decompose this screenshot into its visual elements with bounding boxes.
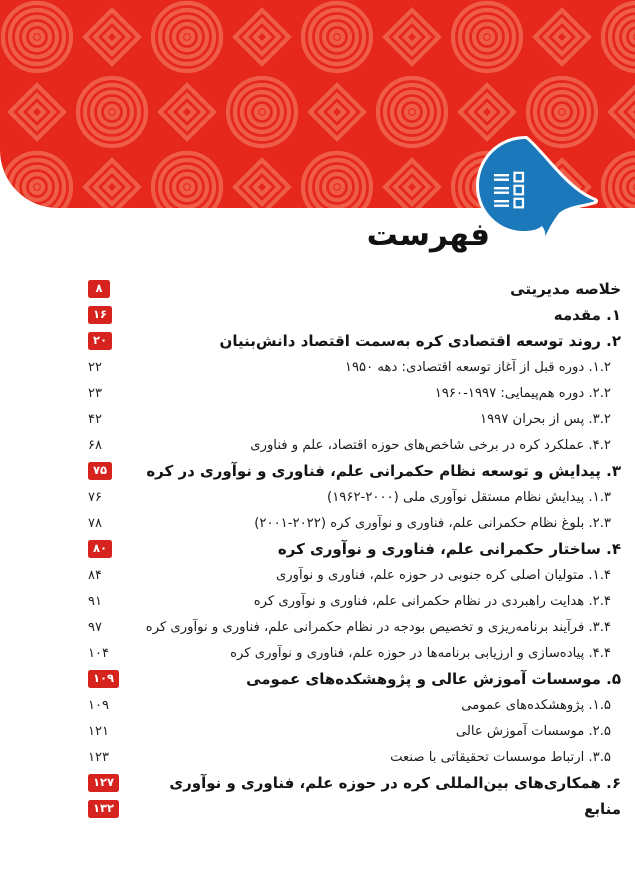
toc-row (0, 380, 635, 406)
toc-page-number: ۶۸ (88, 437, 102, 453)
toc-item-title: ۱.۲. دوره قبل از آغاز توسعه اقتصادی: دهه ۱۹۵۰ (344, 359, 611, 375)
toc-item-title: ۴.۴. پیاده‌سازی و ارزیابی برنامه‌ها در حوزه علم، فناوری و نوآوری کره (230, 645, 611, 661)
toc-row (0, 406, 635, 432)
toc-item-title: ۳.۴. فرآیند برنامه‌ریزی و تخصیص بودجه در نظام حکمرانی علم، فناوری و نوآوری کره (145, 619, 611, 635)
toc-page-number: ۱۲۳ (88, 749, 109, 765)
toc-page-number: ۱۳۲ (88, 800, 119, 818)
toc-row (0, 588, 635, 614)
toc-row (0, 354, 635, 380)
toc-row (0, 536, 635, 562)
publisher-logo (472, 136, 602, 238)
toc-item-title: ۴. ساختار حکمرانی علم، فناوری و نوآوری کره (277, 540, 621, 558)
toc-item-title: ۲.۳. بلوغ نظام حکمرانی علم، فناوری و نوآوری کره (۲۰۲۲-۲۰۰۱) (254, 515, 611, 531)
toc-row (0, 510, 635, 536)
toc-item-title: ۳. پیدایش و توسعه نظام حکمرانی علم، فناوری و نوآوری در کره (146, 462, 621, 480)
toc-row (0, 640, 635, 666)
toc-page-number: ۸ (88, 280, 110, 298)
toc-row (0, 796, 635, 822)
toc-item-title: ۲.۴. هدایت راهبردی در نظام حکمرانی علم، فناوری و نوآوری کره (253, 593, 611, 609)
toc-page-number: ۲۳ (88, 385, 102, 401)
toc-item-title: ۲.۲. دوره هم‌پیمایی: ۱۹۹۷-۱۹۶۰ (434, 385, 611, 401)
page-title: فهرست (366, 217, 490, 253)
toc-item-title: ۵. موسسات آموزش عالی و پژوهشکده‌های عمومی (246, 670, 621, 688)
toc-page-number: ۹۱ (88, 593, 102, 609)
toc-page-number: ۸۰ (88, 540, 112, 558)
toc-page-number: ۲۲ (88, 359, 102, 375)
toc-row (0, 666, 635, 692)
toc-item-title: منابع (584, 800, 621, 818)
toc-row (0, 276, 635, 302)
toc-row (0, 744, 635, 770)
toc-page-number: ۲۰ (88, 332, 112, 350)
toc-item-title: ۲. روند توسعه اقتصادی کره به‌سمت اقتصاد دانش‌بنیان (219, 332, 621, 350)
toc-row (0, 692, 635, 718)
toc-item-title: ۳.۵. ارتباط موسسات تحقیقاتی با صنعت (390, 749, 611, 765)
toc-row (0, 614, 635, 640)
toc-item-title: ۲.۵. موسسات آموزش عالی (455, 723, 611, 739)
toc-page-number: ۱۰۹ (88, 670, 119, 688)
toc-row (0, 458, 635, 484)
toc-item-title: ۱.۳. پیدایش نظام مستقل نوآوری ملی (۲۰۰۰-۱۹۶۲) (327, 489, 611, 505)
toc-page-number: ۱۶ (88, 306, 112, 324)
toc-item-title: ۱.۴. متولیان اصلی کره جنوبی در حوزه علم، فناوری و نوآوری (275, 567, 611, 583)
toc-row (0, 718, 635, 744)
toc-row (0, 562, 635, 588)
toc-row (0, 432, 635, 458)
toc-page-number: ۱۰۴ (88, 645, 109, 661)
toc-item-title: ۴.۲. عملکرد کره در برخی شاخص‌های حوزه اقتصاد، علم و فناوری (250, 437, 611, 453)
toc-item-title: ۳.۲. پس از بحران ۱۹۹۷ (480, 411, 611, 427)
toc-row (0, 770, 635, 796)
toc-page-number: ۹۷ (88, 619, 102, 635)
toc-page-number: ۷۶ (88, 489, 102, 505)
toc-page-number: ۱۰۹ (88, 697, 109, 713)
toc-item-title: ۱. مقدمه (553, 306, 621, 324)
toc-item-title: خلاصه مدیریتی (510, 280, 621, 298)
toc-page-number: ۷۵ (88, 462, 112, 480)
toc-page-number: ۴۲ (88, 411, 102, 427)
toc-page-number: ۱۲۷ (88, 774, 119, 792)
toc-row (0, 484, 635, 510)
toc-page-number: ۷۸ (88, 515, 102, 531)
toc-row (0, 328, 635, 354)
toc-row (0, 302, 635, 328)
toc-page-number: ۱۲۱ (88, 723, 109, 739)
table-of-contents (0, 276, 635, 822)
toc-page-number: ۸۴ (88, 567, 102, 583)
toc-item-title: ۶. همکاری‌های بین‌المللی کره در حوزه علم، فناوری و نوآوری (169, 774, 621, 792)
toc-item-title: ۱.۵. پژوهشکده‌های عمومی (461, 697, 611, 713)
